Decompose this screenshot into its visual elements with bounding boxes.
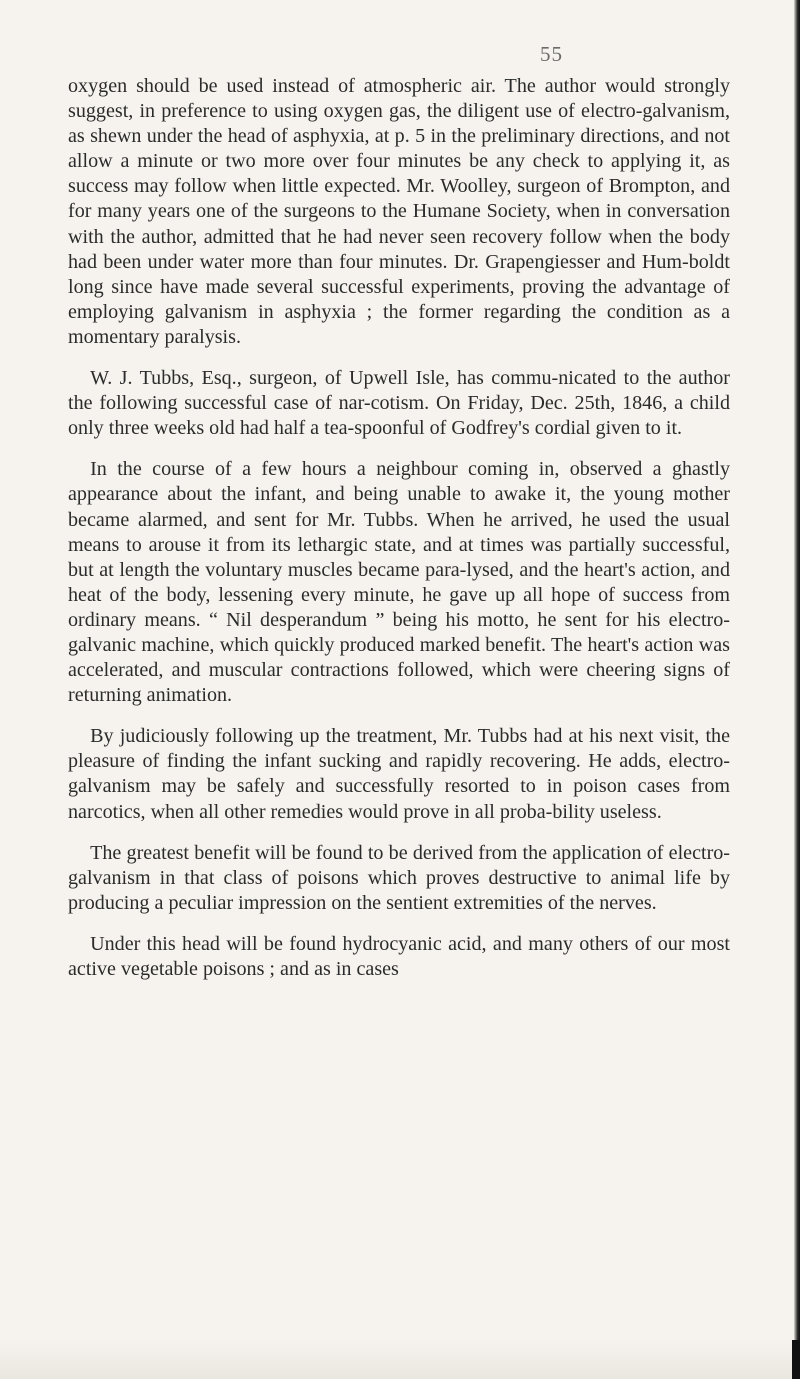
paragraph: By judiciously following up the treatment, Mr. Tubbs had at his next visit, the pleasure of finding the infant sucking and rapidly recovering. He adds, electro-galvanism may be safely and successfully resorted to in poison cases from narcotics, when all other remedies would prove in all proba-bility useless. — [68, 725, 730, 823]
paragraph: Under this head will be found hydrocyanic acid, and many others of our most active vegetable poisons ; and as in cases — [68, 932, 730, 980]
page-corner-shadow — [792, 1340, 800, 1379]
paragraph: oxygen should be used instead of atmospheric air. The author would strongly suggest, in preference to using oxygen gas, the diligent use of electro-galvanism, as shewn under the head of asphyxia, at p. 5 in the preliminary directions, and not allow a minute or two more over four minutes be any check to applying it, as success may follow when little expected. Mr. Woolley, surgeon of Brompton, and for many years one of the surgeons to the Humane Society, when in conversation with the author, admitted that he had never seen recovery follow when the body had been under water more than four minutes. Dr. Grapengiesser and Hum-boldt long since have made several successful experiments, proving the advantage of employing galvanism in asphyxia ; the former regarding the condition as a momentary paralysis. — [68, 75, 730, 348]
paragraph: The greatest benefit will be found to be derived from the application of electro-galvanism in that class of poisons which proves destructive to animal life by producing a peculiar impression on the sentient extremities of the nerves. — [68, 841, 730, 914]
paragraph: W. J. Tubbs, Esq., surgeon, of Upwell Isle, has commu-nicated to the author the following successful case of nar-cotism. On Friday, Dec. 25th, 1846, a child only three weeks old had half a tea-spoonful of Godfrey's cordial given to it. — [68, 367, 730, 440]
paragraph: In the course of a few hours a neighbour coming in, observed a ghastly appearance about the infant, and being unable to awake it, the young mother became alarmed, and sent for Mr. Tubbs. When he arrived, he used the usual means to arouse it from its lethargic state, and at times was partially successful, but at length the voluntary muscles became para-lysed, and the heart's action, and heat of the body, lessening every minute, he gave up all hope of success from ordinary means. “ Nil desperandum ” being his motto, he sent for his electro-galvanic machine, which quickly produced marked benefit. The heart's action was accelerated, and muscular contractions followed, which were cheering signs of returning animation. — [68, 458, 730, 707]
page-binding-edge — [794, 0, 800, 1379]
page-bottom-shading — [0, 1339, 800, 1379]
page-number: 55 — [540, 42, 563, 66]
body-text — [68, 74, 730, 998]
